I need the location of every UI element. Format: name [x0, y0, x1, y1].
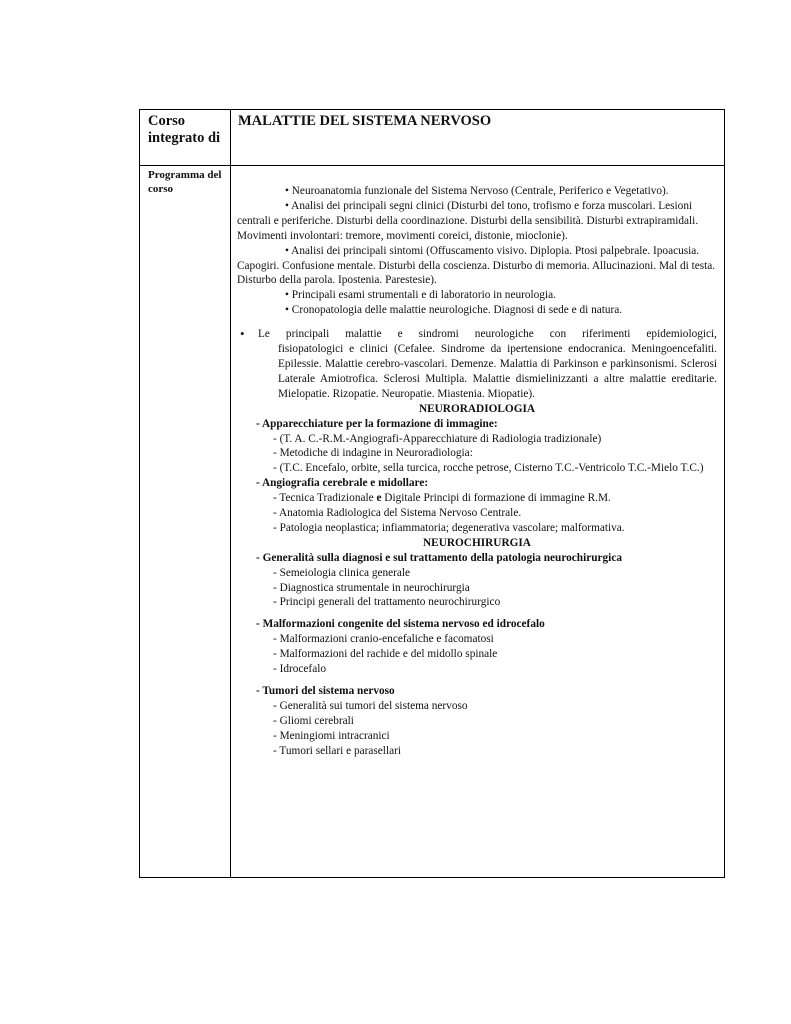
section-heading: - Apparecchiature per la formazione di immagine: [256, 417, 498, 430]
list-item: - Principi generali del trattamento neurochirurgico [273, 596, 501, 609]
list-item: - Malformazioni cranio-encefaliche e facomatosi [273, 633, 494, 646]
intro-item: • Analisi dei principali segni clinici (Disturbi del tono, trofismo e forza muscolari. Lesioni centrali e periferiche. Disturbi della coordinazione. Disturbi della sensibilità. Disturbi extrapiramidali. Movimenti involontari: tremore, movimenti coreici, distonie, mioclonie). [237, 199, 699, 242]
section-heading: - Generalità sulla diagnosi e sul trattamento della patologia neurochirurgica [256, 551, 622, 564]
list-item: - Malformazioni del rachide e del midollo spinale [273, 648, 498, 661]
intro-item: • Analisi dei principali sintomi (Offuscamento visivo. Diplopia. Ptosi palpebrale. Ipoacusia. Capogiri. Confusione mentale. Disturbi della coscienza. Disturbo di memoria. Allucinazioni. Mal di testa. Disturbo della parola. Ipostenia. Parestesie). [237, 244, 716, 287]
list-item: - Generalità sui tumori del sistema nervoso [273, 699, 468, 712]
bullet-icon: • [240, 326, 245, 342]
list-item: - (T.C. Encefalo, orbite, sella turcica, rocche petrose, Cisterno T.C.-Ventricolo T.C.-Mielo T.C.) [273, 462, 704, 475]
diseases-text: fisiopatologici e clinici (Cefalee. Sindrome da ipertensione endocranica. Meningoencefaliti. Epilessie. Malattie cerebro-vascolari. Demenze. Malattia di Parkinson e parkinsonismi. Sclerosi Laterale Amiotrofica. Sclerosi Multipla. Malattie dismielinizzanti a altre malattie ereditarie. Mielopatie. Rizopatie. Neuropatie. Miastenia. Miopatie). [278, 343, 717, 400]
row-divider [140, 165, 724, 166]
intro-item: • Cronopatologia delle malattie neurologiche. Diagnosi di sede e di natura. [285, 304, 623, 317]
neuroradiology-title: NEURORADIOLOGIA [418, 402, 536, 415]
list-item: - Metodiche di indagine in Neuroradiologia: [273, 447, 473, 460]
list-item: - Semeiologia clinica generale [273, 566, 411, 579]
diseases-first-line: Le principali malattie e sindromi neurologiche con riferimenti epidemiologici, [258, 328, 717, 341]
course-title: MALATTIE DEL SISTEMA NERVOSO [238, 113, 492, 129]
intro-item: • Principali esami strumentali e di laboratorio in neurologia. [285, 289, 556, 302]
section-heading: - Tumori del sistema nervoso [256, 685, 395, 697]
program-content [237, 184, 717, 759]
neurosurgery-title: NEUROCHIRURGIA [423, 536, 531, 549]
list-item: - (T. A. C.-R.M.-Angiografi-Apparecchiature di Radiologia tradizionale) [273, 432, 602, 445]
program-label: Programma del corso [148, 169, 222, 195]
list-item: - Idrocefalo [273, 663, 326, 676]
list-item: - Meningiomi intracranici [273, 729, 390, 742]
list-item: - Tumori sellari e parasellari [273, 744, 401, 757]
list-item: - Diagnostica strumentale in neurochirurgia [273, 581, 470, 594]
course-table [139, 109, 725, 878]
course-label: Corso integrato di [148, 113, 221, 146]
list-item: - Gliomi cerebrali [273, 714, 354, 727]
list-item: - Tecnica Tradizionale e Digitale Principi di formazione di immagine R.M. [273, 492, 611, 505]
section-heading: - Angiografia cerebrale e midollare: [256, 477, 429, 490]
column-divider [230, 110, 231, 877]
list-item: - Patologia neoplastica; infiammatoria; degenerativa vascolare; malformativa. [273, 521, 625, 534]
list-item: - Anatomia Radiologica del Sistema Nervoso Centrale. [273, 507, 522, 520]
diseases-bullet [237, 327, 717, 402]
section-heading: - Malformazioni congenite del sistema nervoso ed idrocefalo [256, 618, 545, 631]
intro-item: • Neuroanatomia funzionale del Sistema Nervoso (Centrale, Periferico e Vegetativo). [285, 185, 669, 197]
